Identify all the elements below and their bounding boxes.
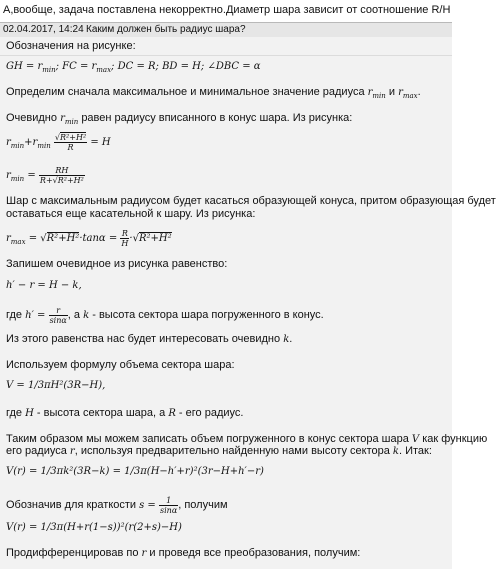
paragraph: Обозначения на рисунке: [6,40,136,52]
paragraph: Продифференцировав по r и проведя все преобразования, получим: [6,547,361,559]
paragraph: его радиуса r, используя предварительно найденную нами высоту сектора k. Итак: [6,445,432,457]
paragraph: Шар с максимальным радиусом будет касаться образующей конуса, притом образующая будет [6,195,496,207]
formula-sector-volume: V = 1/3πH²(3R−H), [6,380,106,391]
paragraph: Из этого равенства нас будет интересовать очевидно k. [6,333,293,345]
paragraph: Очевидно $r_{min}$ равен радиусу вписанного в конус шара. Из рисунка: [6,112,353,126]
post-title[interactable]: Каким должен быть радиус шара? [86,24,246,35]
formula-volume-of-r: V(r) = 1/3πk²(3R−k) = 1/3π(H−h′+r)²(3r−H+h′−r) [6,466,264,477]
post-body [0,37,496,569]
paragraph: Запишем очевидное из рисунка равенство: [6,258,228,270]
paragraph: Таким образом мы можем записать объем погруженного в конус сектора шара V как функцию [6,433,488,445]
formula-rmin-solution: $r_{min}$ = $\frac{RH}{\text{R+√R²+H²}}$ [6,166,84,185]
paragraph: Определим сначала максимальное и минимальное значение радиуса $r_{min}$ и $r_{max}$. [6,86,421,100]
formula-volume-s: V(r) = 1/3π(H+r(1−s))²(r(2+s)−H) [6,522,182,533]
answer-intro: А,вообще, задача поставлена некорректно.Диаметр шара зависит от соотношение R/H [3,4,451,16]
formula-rmin-equation: $r_{min}+r_{min}$ $\frac{\text{√R²+H²}}{R}$ = H [6,133,111,152]
paragraph: оставаться еще касательной к шару. Из рисунка: [6,208,256,220]
paragraph: Используем формулу объема сектора шара: [6,359,235,371]
post-header [0,22,452,38]
formula-rmax: $r_{max} = √R^2+H^2\cdot\tan\alpha$ = $\frac{R}{H}$ ·√R²+H² [6,229,172,248]
paragraph: Обозначив для краткости s = $\frac{1}{\sin\alpha}$ , получим [6,496,228,515]
formula-equality: h′ − r = H − k, [6,280,82,291]
post-date: 02.04.2017, 14:24 [3,24,84,35]
divider [0,55,452,56]
paragraph: где H - высота сектора шара, а R - его радиус. [6,407,244,419]
paragraph: где h′ = $\frac{r}{\sin\alpha}$ , а k - высота сектора шара погруженного в конус. [6,306,324,325]
formula-notation: GH = $r_{min}$; FC = $r_{max}$; DC = R; BD = H; ∠DBC = α [6,61,261,74]
